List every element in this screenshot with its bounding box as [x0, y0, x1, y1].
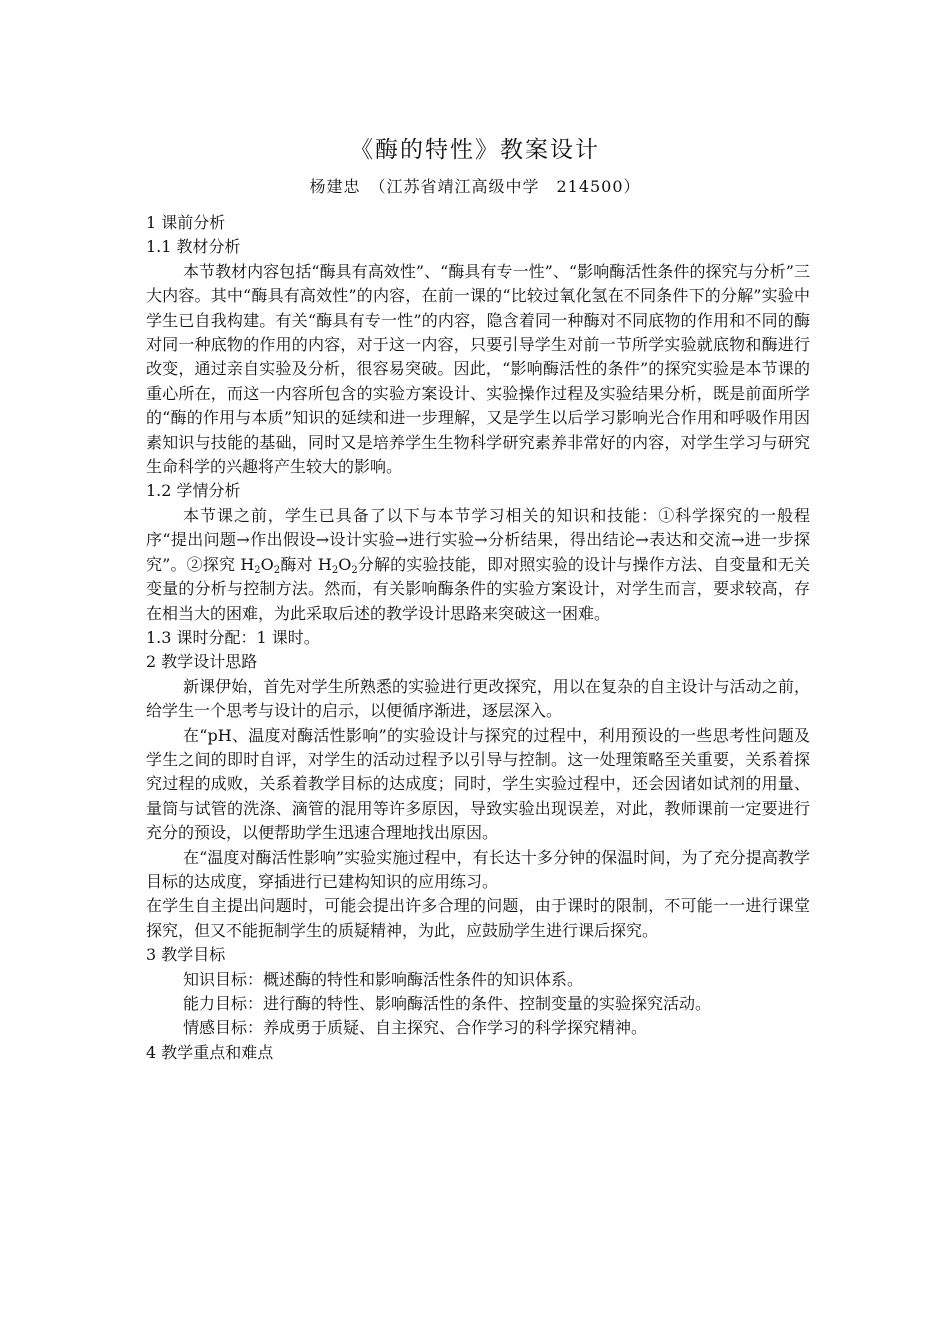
goal-emotion: 情感目标：养成勇于质疑、自主探究、合作学习的科学探究精神。 [183, 1018, 648, 1038]
subscript: 2 [273, 564, 281, 576]
paragraph-design-2: 在“pH、温度对酶活性影响”的实验设计与探究的过程中，利用预设的一些思考性问题及学生之间的即时自评，对学生的活动过程予以引导与控制。这一处理策略至关重要，关系着探究过程的成败，关系着教学目标的达成度；同时，学生实验过程中，还会因诸如试剂的用量、量筒与试管的洗涤、滴管的混用等许多原因，导致实验出现误差，对此，教师课前一定要进行充分的预设，以便帮助学生迅速合理地找出原因。 [146, 725, 810, 843]
text-run: O [260, 554, 274, 574]
author-line: 杨建忠 （江苏省靖江高级中学 214500） [309, 177, 641, 196]
section-heading-1-2: 1.2 学情分析 [146, 481, 241, 501]
subscript: 2 [254, 564, 261, 576]
paragraph-design-4: 在学生自主提出问题时，可能会提出许多合理的问题，由于课时的限制，不可能一一进行课堂探究，但又不能扼制学生的质疑精神，为此，应鼓励学生进行课后探究。 [146, 896, 810, 940]
subscript: 2 [351, 564, 358, 576]
text-run: 本节课之前，学生已具备了以下与本节学习相关的知识和技能：①科学探究的一般程序“提出问题→作出假设→设计实验→进行实验→分析结果，得出结论→表达和交流→进一步探究”。②探究 H [146, 505, 810, 574]
section-heading-1-3: 1.3 课时分配：1 课时。 [146, 627, 320, 647]
text-run: O [338, 554, 352, 574]
paragraph-design-3: 在“温度对酶活性影响”实验实施过程中，有长达十多分钟的保温时间，为了充分提高教学目标的达成度，穿插进行已建构知识的应用练习。 [146, 847, 810, 891]
section-heading-3: 3 教学目标 [146, 945, 226, 965]
section-heading-2: 2 教学设计思路 [146, 652, 258, 672]
section-heading-1-1: 1.1 教材分析 [146, 237, 241, 257]
document-title: 《酶的特性》教案设计 [350, 137, 600, 163]
section-heading-4: 4 教学重点和难点 [146, 1042, 274, 1062]
text-run: 酶对 H [280, 554, 332, 574]
document-body [146, 211, 810, 1065]
section-heading-1: 1 课前分析 [146, 213, 226, 232]
paragraph-student-analysis [146, 504, 810, 626]
goal-ability: 能力目标：进行酶的特性、影响酶活性的条件、控制变量的实验探究活动。 [183, 994, 712, 1013]
paragraph-design-1: 新课伊始，首先对学生所熟悉的实验进行更改探究，用以在复杂的自主设计与活动之前，给学生一个思考与设计的启示，以便循序渐进，逐层深入。 [146, 676, 810, 721]
goal-knowledge: 知识目标：概述酶的特性和影响酶活性条件的知识体系。 [183, 969, 584, 989]
subscript: 2 [331, 564, 339, 576]
paragraph-textbook-analysis: 本节教材内容包括“酶具有高效性”、“酶具有专一性”、“影响酶活性条件的探究与分析”三大内容。其中“酶具有高效性”的内容，在前一课的“比较过氧化氢在不同条件下的分解”实验中学生已自我构建。有关“酶具有专一性”的内容，隐含着同一种酶对不同底物的作用和不同的酶对同一种底物的作用的内容，对于这一内容，只要引导学生对前一节所学实验就底物和酶进行改变，通过亲自实验及分析，很容易突破。因此，“影响酶活性的条件”的探究实验是本节课的重心所在，而这一内容所包含的实验方案设计、实验操作过程及实验结果分析，既是前面所学的“酶的作用与本质”知识的延续和进一步理解，又是学生以后学习影响光合作用和呼吸作用因素知识与技能的基础，同时又是培养学生生物科学研究素养非常好的内容，对学生学习与研究生命科学的兴趣将产生较大的影响。 [146, 261, 810, 477]
text-run: 分解的实验技能，即对照实验的设计与操作方法、自变量和无关变量的分析与控制方法。然而，有关影响酶条件的实验方案设计，对学生而言，要求较高，存在相当大的困难，为此采取后述的教学设计思路来突破这一困难。 [146, 554, 810, 623]
